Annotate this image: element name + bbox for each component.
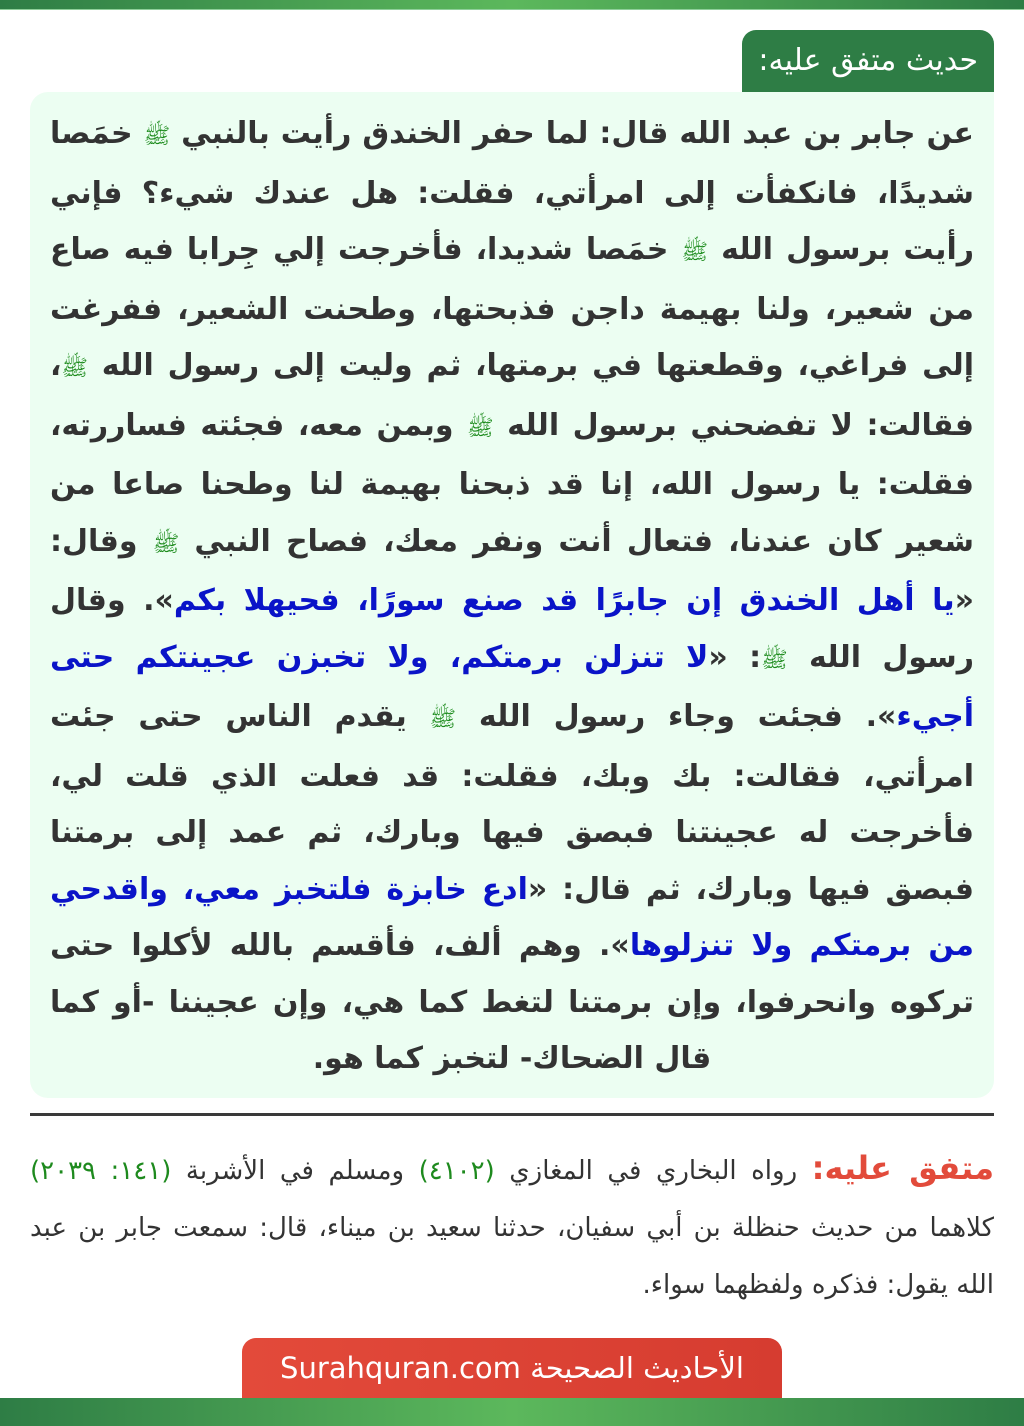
hadith-text-segment: خمَصا شديدا، فأخرجت إلي جِرابا فيه صاع من شعير، ولنا بهيمة داجن فذبحتها، وطحنت الشعير، ففرغت إلى فراغي، وقطعتها في برمتها، ثم وليت إلى رسول الله (50, 232, 974, 383)
hadith-text-segment: ». فجئت وجاء رسول الله (456, 699, 897, 734)
hadith-text-segment: وبمن معه، فجئته فساررته، فقلت: يا رسول الله، إنا قد ذبحنا بهيمة لنا وطحنا صاعا من شعير كان عندنا، فتعال أنت ونفر معك، فصاح النبي (50, 407, 974, 559)
source-text-part2: ومسلم في الأشربة (171, 1156, 419, 1186)
bukhari-reference-number: (٤١٠٢) (418, 1156, 495, 1186)
source-label: متفق عليه: (811, 1149, 995, 1187)
hadith-text-segment: وقال: « (50, 523, 975, 618)
source-text-part3: كلاهما من حديث حنظلة بن أبي سفيان، حدثنا سعيد بن ميناء، قال: سمعت جابر بن عبد الله يقول: فذكره ولفظهما سواء. (30, 1213, 994, 1300)
hadith-body (50, 106, 974, 1088)
salawat-honorific-icon: ﷺ (429, 707, 457, 732)
hadith-text-segment: ». وقال رسول الله (50, 583, 974, 675)
salawat-honorific-icon: ﷺ (681, 240, 709, 265)
salawat-honorific-icon: ﷺ (152, 531, 180, 557)
hadith-text-segment: ، فقالت: لا تفضحني برسول الله (50, 348, 974, 443)
hadith-text-segment: عن جابر بن عبد الله قال: لما حفر الخندق رأيت بالنبي (170, 116, 974, 151)
hadith-text-segment: خمَصا شديدًا، فانكفأت إلى امرأتي، فقلت: هل عندك شيء؟ فإني رأيت برسول الله (50, 116, 975, 267)
salawat-honorific-icon: ﷺ (143, 124, 171, 149)
hadith-text-segment: يقدم الناس حتى جئت امرأتي، فقالت: بك وبك، فقلت: قد فعلت الذي قلت لي، فأخرجت له عجينتنا فبصق فيها وبارك، ثم عمد إلى برمتنا فبصق فيها وبارك، ثم قال: « (50, 699, 974, 907)
hadith-text-segment: : « (708, 639, 762, 675)
source-citation (30, 1140, 994, 1314)
section-title-tab (742, 30, 994, 92)
section-title: حديث متفق عليه: (758, 43, 978, 78)
muslim-reference-number: (١٤١: ٢٠٣٩) (30, 1156, 172, 1186)
site-brand-badge[interactable] (242, 1338, 782, 1398)
source-text-part1: رواه البخاري في المغازي (494, 1156, 812, 1186)
salawat-honorific-icon: ﷺ (467, 415, 494, 441)
salawat-honorific-icon: ﷺ (61, 356, 88, 381)
prophet-quote: يا أهل الخندق إن جابرًا قد صنع سورًا، فحيهلا بكم (173, 583, 955, 618)
site-brand-label: الأحاديث الصحيحة Surahquran.com (280, 1351, 744, 1385)
section-divider (30, 1113, 994, 1116)
bottom-decorative-bar (0, 1398, 1024, 1426)
prophet-quote: ادع خابزة فلتخبز معي، واقدحي من برمتكم ولا تنزلوها (50, 871, 974, 963)
hadith-text-segment: ». وهم ألف، فأقسم بالله لأكلوا حتى تركوه وانحرفوا، وإن برمتنا لتغط كما هي، وإن عجيننا -أو كما قال الضحاك- لتخبز كما هو. (50, 928, 974, 1076)
salawat-honorific-icon: ﷺ (761, 647, 788, 673)
prophet-quote: لا تنزلن برمتكم، ولا تخبزن عجينتكم حتى أجيء (50, 639, 974, 734)
hadith-text-box (30, 92, 994, 1098)
top-decorative-bar (0, 0, 1024, 10)
